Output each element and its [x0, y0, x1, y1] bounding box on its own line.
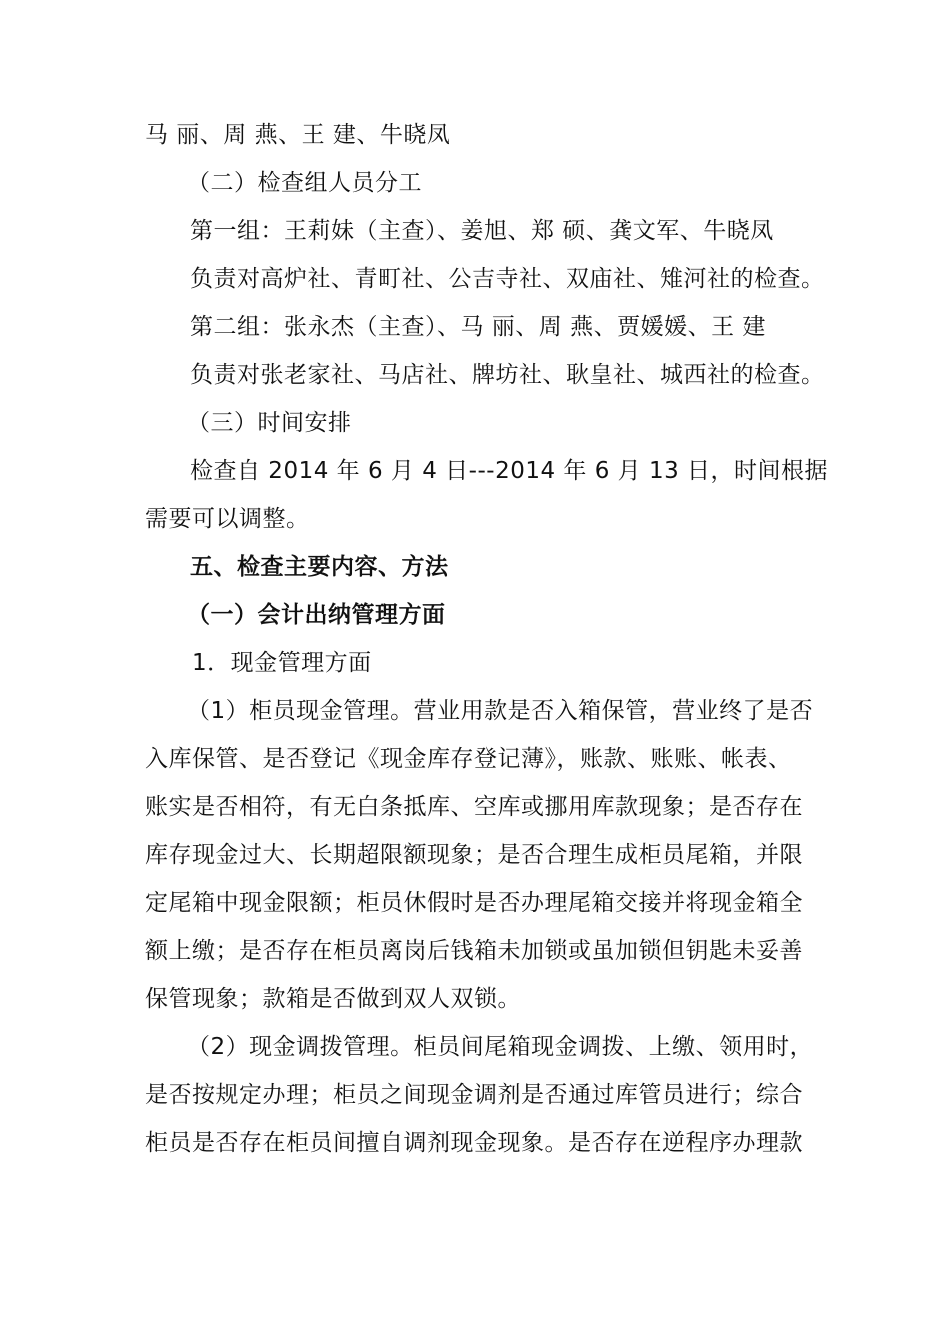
text-line-group1: 第一组：王莉妹（主查）、姜旭、郑 硕、龚文军、牛晓凤	[190, 218, 774, 244]
paragraph-1-line-1: （1）柜员现金管理。营业用款是否入箱保管，营业终了是否	[187, 698, 814, 724]
text-line-group1-duty: 负责对高炉社、青町社、公吉寺社、双庙社、雉河社的检查。	[190, 266, 825, 292]
text-line-schedule-cont: 需要可以调整。	[145, 506, 310, 532]
text-line-schedule: 检查自 2014 年 6 月 4 日---2014 年 6 月 13 日，时间根据	[190, 458, 829, 484]
text-line-1: 马 丽、周 燕、王 建、牛晓凤	[145, 122, 451, 148]
chapter-heading-five: 五、检查主要内容、方法	[190, 554, 449, 580]
paragraph-2-line-3: 柜员是否存在柜员间擅自调剂现金现象。是否存在逆程序办理款	[145, 1130, 803, 1156]
paragraph-1-line-6: 额上缴；是否存在柜员离岗后钱箱未加锁或虽加锁但钥匙未妥善	[145, 938, 803, 964]
paragraph-1-line-7: 保管现象；款箱是否做到双人双锁。	[145, 986, 521, 1012]
paragraph-1-line-2: 入库保管、是否登记《现金库存登记薄》，账款、账账、帐表、	[145, 746, 792, 772]
paragraph-1-line-3: 账实是否相符，有无白条抵库、空库或挪用库款现象；是否存在	[145, 794, 803, 820]
text-line-group2: 第二组：张永杰（主查）、马 丽、周 燕、贾媛媛、王 建	[190, 314, 766, 340]
paragraph-2-line-1: （2）现金调拨管理。柜员间尾箱现金调拨、上缴、领用时，	[187, 1034, 814, 1060]
section-heading-accounting: （一）会计出纳管理方面	[187, 602, 446, 628]
subsection-heading-cash: 1．现金管理方面	[192, 650, 372, 676]
paragraph-1-line-4: 库存现金过大、长期超限额现象；是否合理生成柜员尾箱，并限	[145, 842, 803, 868]
paragraph-1-line-5: 定尾箱中现金限额；柜员休假时是否办理尾箱交接并将现金箱全	[145, 890, 803, 916]
paragraph-2-line-2: 是否按规定办理；柜员之间现金调剂是否通过库管员进行；综合	[145, 1082, 803, 1108]
text-line-group2-duty: 负责对张老家社、马店社、牌坊社、耿皇社、城西社的检查。	[190, 362, 825, 388]
section-heading-schedule: （三）时间安排	[187, 410, 352, 436]
section-heading-personnel: （二）检查组人员分工	[187, 170, 422, 196]
